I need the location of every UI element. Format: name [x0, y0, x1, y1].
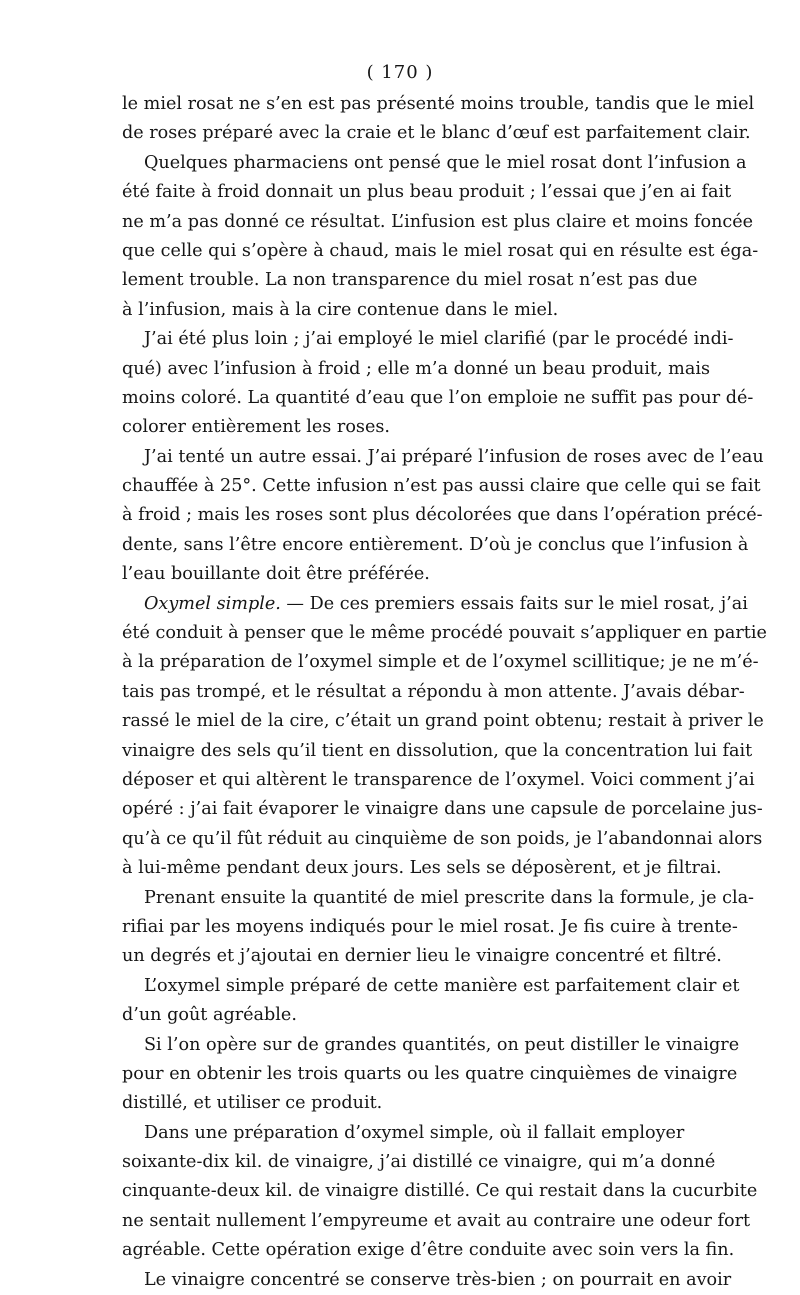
text-line: L’oxymel simple préparé de cette manière est parfaitement clair et: [144, 975, 740, 996]
text-line: Le vinaigre concentré se conserve très-bien ; on pourrait en avoir: [144, 1269, 732, 1290]
text-line: déposer et qui altèrent le transparence de l’oxymel. Voici comment j’ai: [122, 769, 755, 790]
text-line: lement trouble. La non transparence du miel rosat n’est pas due: [122, 270, 698, 291]
text-line: opéré : j’ai fait évaporer le vinaigre dans une capsule de porcelaine jus-: [122, 799, 763, 820]
text-line: distillé, et utiliser ce produit.: [122, 1093, 383, 1114]
text-line: que celle qui s’opère à chaud, mais le miel rosat qui en résulte est éga-: [122, 240, 759, 261]
text-line: tais pas trompé, et le résultat a répondu à mon attente. J’avais débar-: [122, 681, 745, 702]
text-line: J’ai tenté un autre essai. J’ai préparé l’infusion de roses avec de l’eau: [144, 446, 764, 467]
text-line: de roses préparé avec la craie et le blanc d’œuf est parfaitement clair.: [122, 123, 751, 144]
text-line: chauffée à 25°. Cette infusion n’est pas aussi claire que celle qui se fait: [122, 476, 761, 497]
text-line: cinquante-deux kil. de vinaigre distillé. Ce qui restait dans la cucurbite: [122, 1181, 758, 1202]
section-heading: Oxymel simple.: [144, 593, 281, 614]
text-line: à l’infusion, mais à la cire contenue dans le miel.: [122, 299, 559, 320]
text-line: d’un goût agréable.: [122, 1005, 297, 1026]
text-line: à froid ; mais les roses sont plus décolorées que dans l’opération précé-: [122, 505, 763, 526]
text-line: Prenant ensuite la quantité de miel prescrite dans la formule, je cla-: [144, 887, 754, 908]
page-number: ( 170 ): [366, 62, 434, 83]
text-line: J’ai été plus loin ; j’ai employé le miel clarifié (par le procédé indi-: [144, 329, 734, 350]
text-line: le miel rosat ne s’en est pas présenté moins trouble, tandis que le miel: [122, 94, 755, 114]
text-line: l’eau bouillante doit être préférée.: [122, 564, 430, 585]
text-line: qu’à ce qu’il fût réduit au cinquième de son poids, je l’abandonnai alors: [122, 828, 763, 849]
line-text: — De ces premiers essais faits sur le miel rosat, j’ai: [280, 593, 748, 614]
text-line: dente, sans l’être encore entièrement. D’où je conclus que l’infusion à: [122, 534, 749, 555]
text-line: rassé le miel de la cire, c’était un grand point obtenu; restait à priver le: [122, 711, 764, 732]
text-line: agréable. Cette opération exige d’être conduite avec soin vers la fin.: [122, 1240, 735, 1261]
text-line: été conduit à penser que le même procédé pouvait s’appliquer en partie: [122, 623, 767, 644]
body-text: [122, 90, 767, 1295]
text-line: ne sentait nullement l’empyreume et avait au contraire une odeur fort: [122, 1210, 751, 1231]
text-line: été faite à froid donnait un plus beau produit ; l’essai que j’en ai fait: [122, 182, 732, 203]
text-line: Dans une préparation d’oxymel simple, où il fallait employer: [144, 1122, 685, 1143]
text-line: Si l’on opère sur de grandes quantités, on peut distiller le vinaigre: [144, 1034, 740, 1055]
text-line: à la préparation de l’oxymel simple et de l’oxymel scillitique; je ne m’é-: [122, 652, 759, 673]
text-line: qué) avec l’infusion à froid ; elle m’a donné un beau produit, mais: [122, 358, 710, 379]
text-line: [122, 590, 748, 619]
text-line: un degrés et j’ajoutai en dernier lieu le vinaigre concentré et filtré.: [122, 946, 722, 967]
text-line: moins coloré. La quantité d’eau que l’on emploie ne suffit pas pour dé-: [122, 387, 754, 408]
text-line: soixante-dix kil. de vinaigre, j’ai distillé ce vinaigre, qui m’a donné: [122, 1152, 716, 1173]
text-line: ne m’a pas donné ce résultat. L’infusion est plus claire et moins foncée: [122, 211, 754, 232]
text-line: Quelques pharmaciens ont pensé que le miel rosat dont l’infusion a: [144, 152, 747, 173]
text-line: pour en obtenir les trois quarts ou les quatre cinquièmes de vinaigre: [122, 1063, 738, 1084]
text-line: rifiai par les moyens indiqués pour le miel rosat. Je fis cuire à trente-: [122, 916, 738, 937]
text-line: à lui-même pendant deux jours. Les sels se déposèrent, et je filtrai.: [122, 858, 722, 879]
text-line: colorer entièrement les roses.: [122, 417, 390, 438]
text-line: vinaigre des sels qu’il tient en dissolution, que la concentration lui fait: [122, 740, 753, 761]
